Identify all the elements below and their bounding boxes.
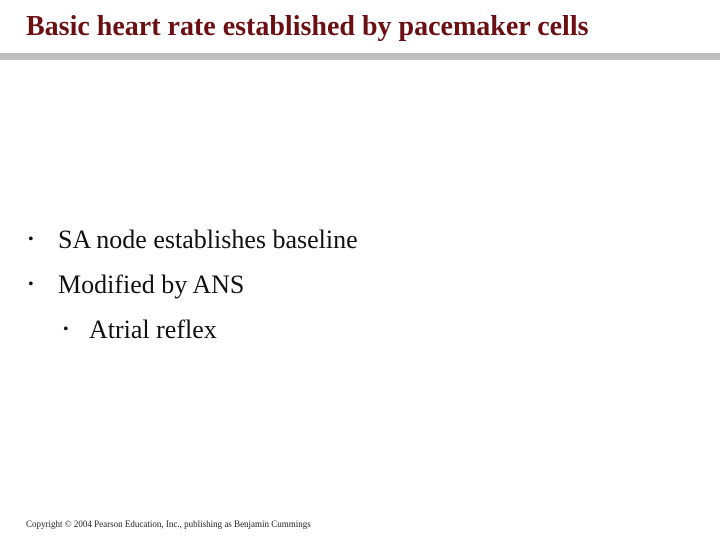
- bullet-text: SA node establishes baseline: [58, 225, 358, 254]
- bullet-item: [28, 267, 245, 303]
- slide-title: Basic heart rate established by pacemaker cells: [26, 11, 589, 42]
- bullet-text: Modified by ANS: [58, 270, 245, 299]
- sub-bullet-item: [63, 312, 217, 348]
- copyright-footer: Copyright © 2004 Pearson Education, Inc., publishing as Benjamin Cummings: [26, 519, 311, 529]
- bullet-item: [28, 222, 358, 258]
- bullet-marker: •: [28, 276, 34, 293]
- bullet-text: Atrial reflex: [89, 315, 217, 344]
- title-divider: [0, 53, 720, 60]
- bullet-marker: •: [28, 231, 34, 248]
- bullet-marker: •: [63, 321, 69, 338]
